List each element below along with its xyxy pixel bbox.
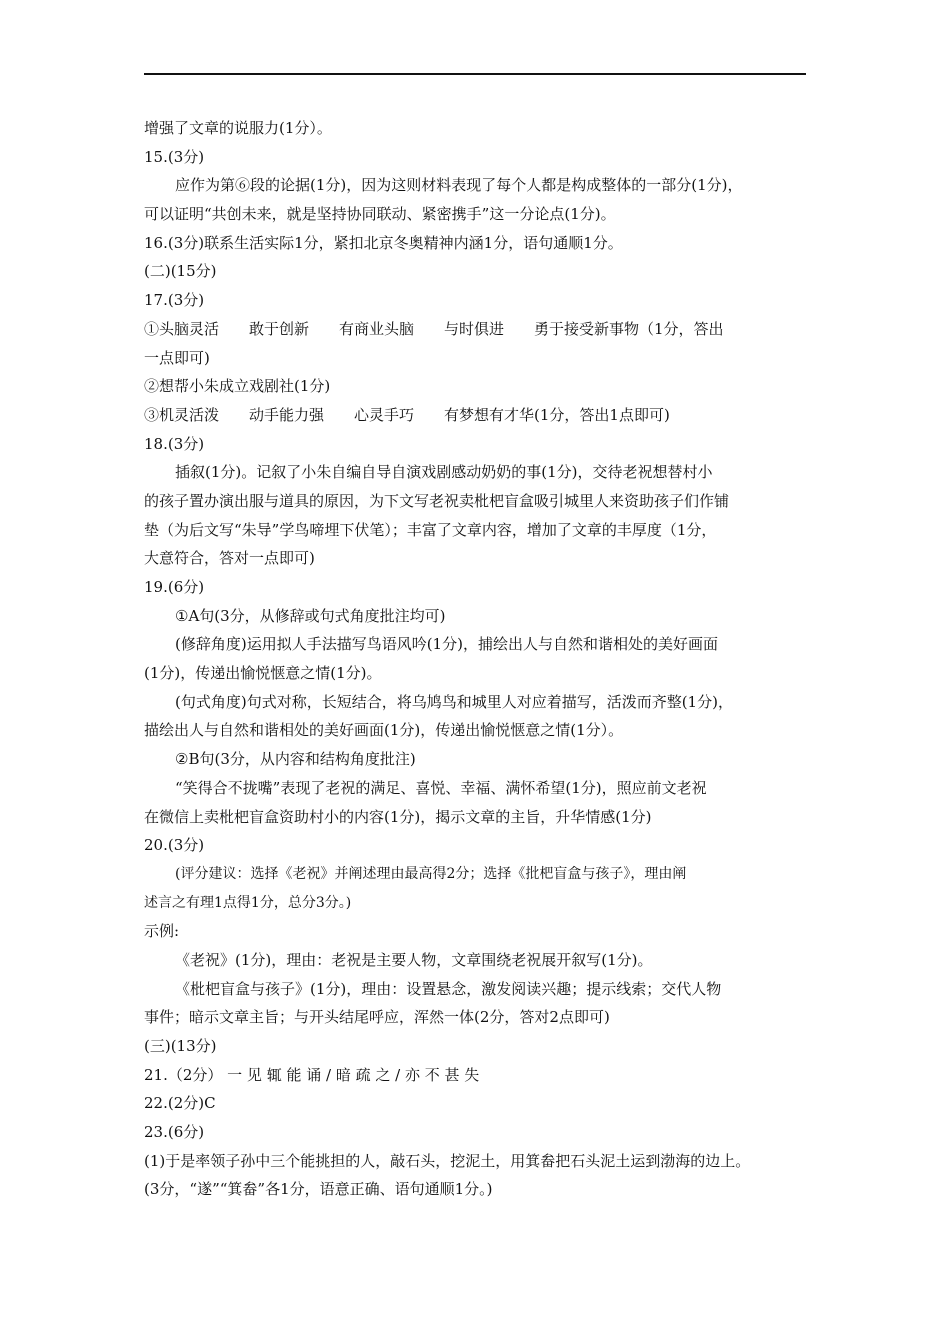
text-line: ①A句(3分，从修辞或句式角度批注均可) bbox=[175, 606, 446, 625]
header-rule bbox=[144, 73, 806, 75]
text-line: ③机灵活泼 动手能力强 心灵手巧 有梦想有才华(1分，答出1点即可) bbox=[144, 405, 670, 424]
text-line: (修辞角度)运用拟人手法描写鸟语风吟(1分)，捕绘出人与自然和谐相处的美好画面 bbox=[175, 635, 718, 654]
text-line: ①头脑灵活 敢于创新 有商业头脑 与时俱进 勇于接受新事物（1分，答出 bbox=[144, 319, 724, 338]
text-line: 增强了文章的说服力(1分）。 bbox=[144, 119, 332, 137]
text-line: 事件；暗示文章主旨；与开头结尾呼应，浑然一体(2分，答对2点即可) bbox=[144, 1008, 610, 1027]
answer-key-page bbox=[144, 114, 809, 1204]
text-line: (二)(15分) bbox=[144, 262, 217, 281]
text-line: 16.(3分)联系生活实际1分，紧扣北京冬奥精神内涵1分，语句通顺1分。 bbox=[144, 233, 623, 252]
text-line: 15.(3分) bbox=[144, 147, 205, 166]
text-line: (评分建议：选择《老祝》并阐述理由最高得2分；选择《批杷盲盒与孩子》，理由阐 bbox=[175, 865, 687, 882]
text-line: 描绘出人与自然和谐相处的美好画面(1分)，传递出愉悦惬意之情(1分）。 bbox=[144, 721, 624, 740]
text-line: 垫（为后文写“朱导”学鸟啼埋下伏笔）；丰富了文章内容，增加了文章的丰厚度（1分， bbox=[144, 520, 717, 539]
text-line: 应作为第⑥段的论据(1分)，因为这则材料表现了每个人都是构成整体的一部分(1分)， bbox=[175, 176, 743, 195]
text-line: 一点即可) bbox=[144, 348, 210, 367]
text-line: 大意符合，答对一点即可) bbox=[144, 549, 315, 568]
text-line: 23.(6分) bbox=[144, 1123, 205, 1142]
text-line: 述言之有理1点得1分，总分3分。) bbox=[144, 894, 352, 911]
text-line: 19.(6分) bbox=[144, 578, 205, 596]
text-line: 18.(3分) bbox=[144, 434, 205, 453]
text-line: 示例: bbox=[144, 922, 180, 941]
text-line: 《老祝》(1分)，理由：老祝是主要人物，文章围绕老祝展开叙写(1分)。 bbox=[175, 950, 653, 969]
text-line: ②B句(3分，从内容和结构角度批注) bbox=[175, 750, 416, 769]
text-line: (1)于是率领子孙中三个能挑担的人，敲石头，挖泥土，用箕畚把石头泥土运到渤海的边上。 bbox=[144, 1151, 751, 1170]
text-line: 22.(2分)C bbox=[144, 1094, 216, 1113]
text-line: 21.（2分） 一 见 辄 能 诵 / 暗 疏 之 / 亦 不 甚 失 bbox=[144, 1065, 480, 1084]
text-line: (3分，“遂”“箕畚”各1分，语意正确、语句通顺1分。) bbox=[144, 1180, 493, 1199]
text-line: 17.(3分) bbox=[144, 291, 205, 310]
text-line: (1分)，传递出愉悦惬意之情(1分)。 bbox=[144, 664, 382, 683]
text-line: 的孩子置办演出服与道具的原因，为下文写老祝卖枇杷盲盒吸引城里人来资助孩子们作铺 bbox=[144, 491, 730, 510]
text-line: 在微信上卖枇杷盲盒资助村小的内容(1分)，揭示文章的主旨，升华情感(1分) bbox=[144, 807, 652, 826]
text-line: 20.(3分) bbox=[144, 836, 205, 855]
text-line: ②想帮小朱成立戏剧社(1分) bbox=[144, 377, 331, 396]
text-line: (三)(13分) bbox=[144, 1037, 217, 1055]
text-line: (句式角度)句式对称，长短结合，将乌鸠鸟和城里人对应着描写，活泼而齐整(1分)， bbox=[175, 692, 733, 711]
text-line: 插叙(1分)。记叙了小朱自编自导自演戏剧感动奶奶的事(1分)，交待老祝想替村小 bbox=[175, 463, 713, 482]
text-line: 《枇杷盲盒与孩子》(1分)，理由：设置悬念，激发阅读兴趣；提示线索；交代人物 bbox=[175, 979, 722, 998]
text-line: “笑得合不拢嘴”表现了老祝的满足、喜悦、幸福、满怀希望(1分)，照应前文老祝 bbox=[175, 778, 707, 797]
text-line: 可以证明“共创未来，就是坚持协同联动、紧密携手”这一分论点(1分)。 bbox=[144, 205, 616, 224]
